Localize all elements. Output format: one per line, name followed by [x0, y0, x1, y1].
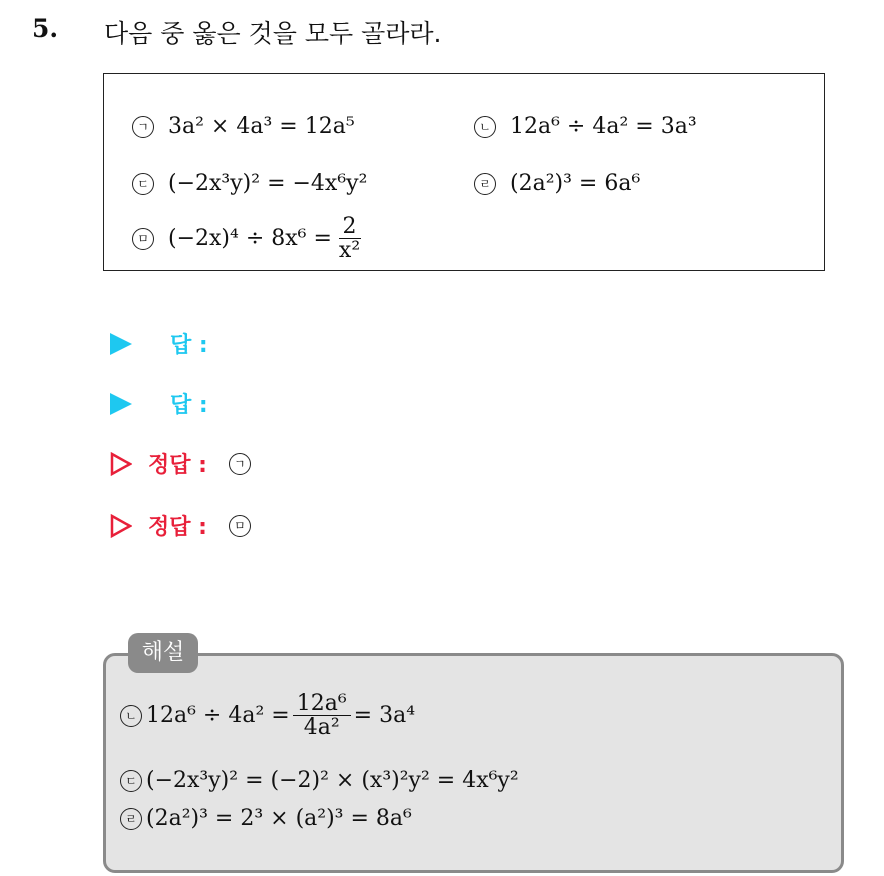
solution-line-1: [120, 692, 415, 739]
solution-marker: ㄴ: [120, 705, 142, 727]
question-text: 다음 중 옳은 것을 모두 골라라.: [104, 19, 442, 48]
choice-expression: 3a² × 4a³ = 12a⁵: [168, 114, 355, 139]
choice-2: [474, 114, 697, 139]
fraction: [293, 692, 351, 739]
choice-1: [132, 114, 355, 139]
correct-answer-arrow-icon: [110, 452, 132, 476]
solution-marker: ㄹ: [120, 808, 142, 830]
correct-answer-label: 정답 :: [148, 453, 207, 478]
solution-line-2: [120, 768, 519, 793]
answer-row-1: [110, 328, 208, 359]
fraction-numerator: 2: [339, 215, 361, 239]
answer-label: 답 :: [170, 393, 208, 418]
solution-expression: (2a²)³ = 2³ × (a²)³ = 8a⁶: [146, 806, 412, 831]
fraction-denominator: x²: [338, 238, 361, 264]
correct-answer-arrow-icon: [110, 514, 132, 538]
choice-marker: ㄱ: [132, 116, 154, 138]
answer-marker: ㄱ: [229, 453, 251, 475]
correct-answer-row-1: [110, 448, 251, 479]
correct-answer-row-2: [110, 510, 251, 541]
choice-marker: ㄷ: [132, 173, 154, 195]
correct-answer-value: [229, 515, 251, 537]
answer-arrow-icon: [110, 333, 132, 355]
solution-marker: ㄷ: [120, 770, 142, 792]
choice-expression: (2a²)³ = 6a⁶: [510, 171, 641, 196]
choice-expression: (−2x³y)² = −4x⁶y²: [168, 171, 368, 196]
correct-answer-label: 정답 :: [148, 515, 207, 540]
choice-expression: 12a⁶ ÷ 4a² = 3a³: [510, 114, 697, 139]
choice-3: [132, 171, 367, 196]
choice-marker: ㄹ: [474, 173, 496, 195]
choices-box: [103, 73, 825, 271]
solution-lhs: 12a⁶ ÷ 4a² =: [146, 703, 290, 729]
fraction-numerator: 12a⁶: [293, 692, 351, 716]
answer-marker: ㅁ: [229, 515, 251, 537]
choice-4: [474, 171, 640, 196]
fraction-denominator: 4a²: [303, 715, 340, 741]
correct-answer-value: [229, 453, 251, 475]
answer-arrow-icon: [110, 393, 132, 415]
choice-marker: ㅁ: [132, 228, 154, 250]
choice-marker: ㄴ: [474, 116, 496, 138]
solution-line-3: [120, 806, 412, 831]
choice-5: [132, 215, 367, 262]
choice-expression-lhs: (−2x)⁴ ÷ 8x⁶ =: [168, 226, 332, 252]
answer-row-2: [110, 388, 208, 419]
solution-tab: 해설: [128, 633, 198, 673]
solution-rhs: = 3a⁴: [353, 703, 416, 729]
fraction: [335, 215, 364, 262]
question-number: 5.: [32, 14, 59, 43]
solution-expression: (−2x³y)² = (−2)² × (x³)²y² = 4x⁶y²: [146, 768, 519, 793]
answer-label: 답 :: [170, 333, 208, 358]
solution-box: [103, 653, 844, 873]
